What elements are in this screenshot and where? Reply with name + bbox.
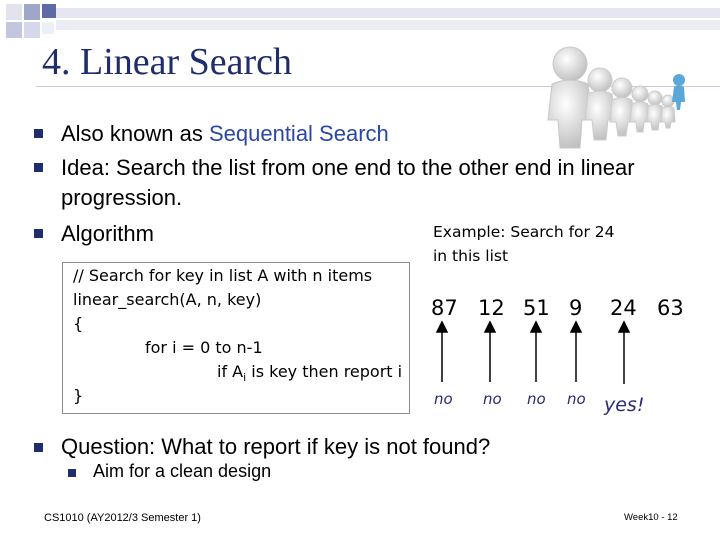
bullet-square-icon [34,443,43,452]
code-line-comment: // Search for key in list A with n items [73,266,373,285]
bullet-sequential-text: Also known as [61,121,209,146]
bullet-algorithm: Algorithm [61,221,154,246]
bullet-question: Question: What to report if key is not found? [61,434,491,459]
example-caption [433,220,615,268]
deco-square [6,22,22,38]
result-label: no [483,390,502,408]
bullet-idea-line1: Idea: Search the list from one end to the other end in linear [61,155,635,180]
result-label: no [434,390,453,408]
bullet-square-icon [34,129,43,138]
deco-square [6,4,22,20]
footer-course: CS1010 (AY2012/3 Semester 1) [44,512,201,524]
code-line-signature: linear_search(A, n, key) [73,290,262,309]
sub-bullet-square-icon [68,469,76,477]
bullet-square-icon [34,163,43,172]
code-if-prefix: if A [217,362,244,381]
bullet-sequential [61,121,389,147]
list-value: 63 [657,296,684,320]
bullet-idea-line2: progression. [61,185,183,210]
code-line-open-brace: { [73,314,84,333]
arrow-head [437,322,447,332]
deco-square [24,22,40,38]
example-caption-line2: in this list [433,247,509,265]
header-band [56,8,720,30]
deco-square [42,4,56,18]
deco-square [42,22,54,34]
sequential-search-term: Sequential Search [208,121,389,146]
list-value: 9 [569,296,583,320]
code-line-if [217,362,402,388]
result-label-found: yes! [604,394,645,416]
list-value: 51 [523,296,550,320]
people-line-figure-icon [538,40,688,150]
example-caption-line1: Example: Search for 24 [433,223,615,241]
result-label: no [527,390,546,408]
deco-square [24,4,40,20]
footer-page-number: Week10 - 12 [624,512,678,523]
code-if-subscript: i [243,371,247,385]
arrow-head [619,322,629,332]
arrow-head [571,322,581,332]
result-label: no [567,390,586,408]
sub-bullet-clean-design: Aim for a clean design [93,461,272,481]
list-value: 12 [478,296,505,320]
code-line-for: for i = 0 to n-1 [145,338,263,357]
arrow-head [485,322,495,332]
bullet-square-icon [34,229,43,238]
slide-title: 4. Linear Search [42,41,293,83]
code-line-close-brace: } [73,386,84,405]
search-arrows [420,318,720,398]
list-value: 87 [431,296,458,320]
list-value: 24 [610,296,637,320]
arrow-head [531,322,541,332]
code-if-suffix: is key then report i [246,362,403,381]
